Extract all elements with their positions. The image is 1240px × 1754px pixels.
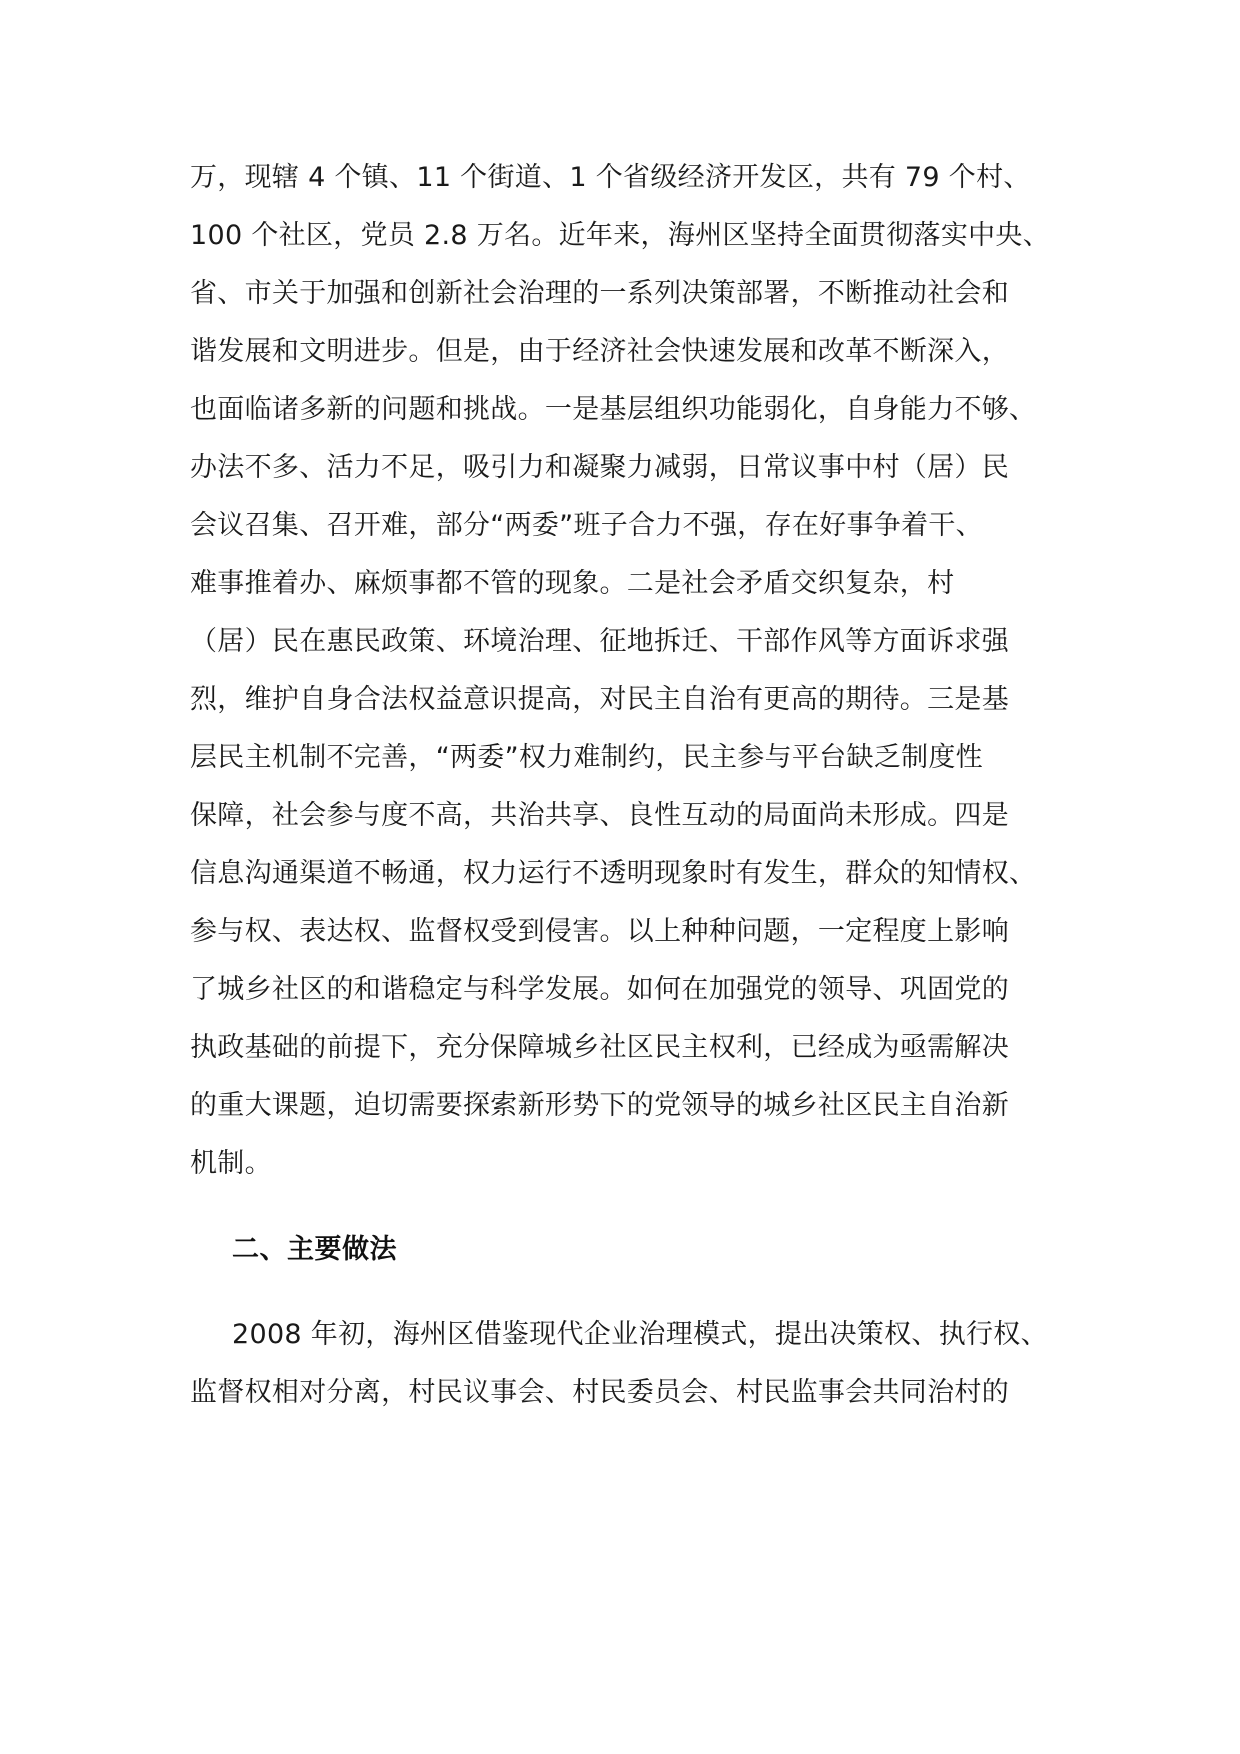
- paragraph-line: 100 个社区，党员 2.8 万名。近年来，海州区坚持全面贯彻落实中央、: [190, 220, 1051, 251]
- paragraph-line: 省、市关于加强和创新社会治理的一系列决策部署，不断推动社会和: [190, 278, 1009, 309]
- paragraph-line: 保障，社会参与度不高，共治共享、良性互动的局面尚未形成。四是: [190, 800, 1009, 831]
- paragraph-line: 的重大课题，迫切需要探索新形势下的党领导的城乡社区民主自治新: [190, 1090, 1009, 1121]
- paragraph-line: 难事推着办、麻烦事都不管的现象。二是社会矛盾交织复杂，村: [190, 568, 955, 599]
- paragraph-line: 执政基础的前提下，充分保障城乡社区民主权利，已经成为亟需解决: [190, 1032, 1009, 1063]
- paragraph-line: 监督权相对分离，村民议事会、村民委员会、村民监事会共同治村的: [190, 1377, 1009, 1408]
- paragraph-line: 也面临诸多新的问题和挑战。一是基层组织功能弱化，自身能力不够、: [190, 394, 1037, 425]
- paragraph-line: 2008 年初，海州区借鉴现代企业治理模式，提出决策权、执行权、: [232, 1319, 1048, 1350]
- section-heading: 二、主要做法: [232, 1234, 397, 1265]
- paragraph-line: 烈，维护自身合法权益意识提高，对民主自治有更高的期待。三是基: [190, 684, 1009, 715]
- paragraph-line: 信息沟通渠道不畅通，权力运行不透明现象时有发生，群众的知情权、: [190, 858, 1037, 889]
- paragraph-line: 参与权、表达权、监督权受到侵害。以上种种问题，一定程度上影响: [190, 916, 1009, 947]
- paragraph-line: 万，现辖 4 个镇、11 个街道、1 个省级经济开发区，共有 79 个村、: [190, 162, 1031, 193]
- paragraph-line: 会议召集、召开难，部分“两委”班子合力不强，存在好事争着干、: [190, 510, 983, 541]
- paragraph-line: （居）民在惠民政策、环境治理、征地拆迁、干部作风等方面诉求强: [190, 626, 1009, 657]
- paragraph-line: 层民主机制不完善，“两委”权力难制约，民主参与平台缺乏制度性: [190, 742, 983, 773]
- paragraph-line: 办法不多、活力不足，吸引力和凝聚力减弱，日常议事中村（居）民: [190, 452, 1009, 483]
- paragraph-line: 了城乡社区的和谐稳定与科学发展。如何在加强党的领导、巩固党的: [190, 974, 1009, 1005]
- paragraph-line: 谐发展和文明进步。但是，由于经济社会快速发展和改革不断深入，: [190, 336, 1009, 367]
- paragraph-line: 机制。: [190, 1148, 272, 1179]
